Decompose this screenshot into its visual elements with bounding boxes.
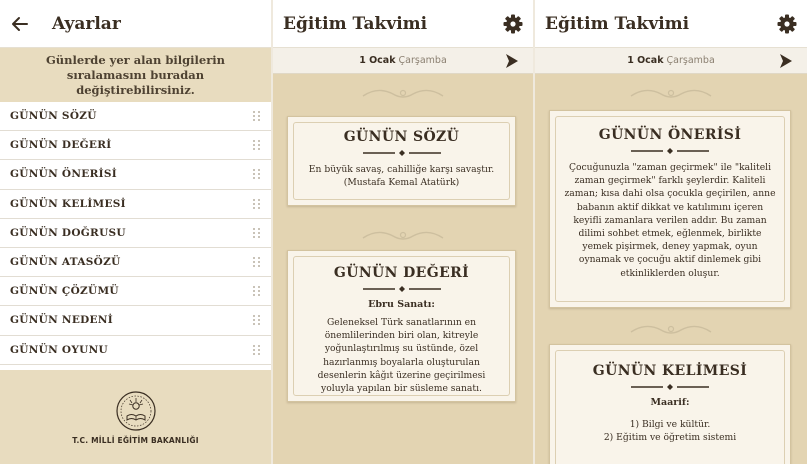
drag-handle-icon[interactable] [252,285,261,297]
card-title: GÜNÜN SÖZÜ [343,129,460,145]
cards-area [535,74,807,464]
date-day: 1 Ocak [359,55,396,66]
card-text: En büyük savaş, cahilliğe karşı savaştır. (Mustafa Kemal Atatürk) [308,164,495,189]
card-subtitle: Ebru Sanatı: [368,299,435,310]
order-item-oyun[interactable] [0,336,271,365]
card-title: GÜNÜN DEĞERİ [333,265,470,281]
order-item-label: GÜNÜN OYUNU [10,343,108,356]
order-item-label: GÜNÜN NEDENİ [10,314,113,327]
calendar-header [273,0,533,48]
next-arrow-icon[interactable] [779,54,793,68]
order-item-label: GÜNÜN ÇÖZÜMÜ [10,285,119,298]
ornament-divider [629,383,711,391]
drag-handle-icon[interactable] [252,110,261,122]
order-item-label: GÜNÜN KELİMESİ [10,197,126,210]
settings-info-text: Günlerde yer alan bilgilerin sıralamasını buradan değiştirebilirsiniz. [0,48,271,102]
date-weekday: Çarşamba [398,55,447,66]
order-item-label: GÜNÜN ATASÖZÜ [10,256,121,269]
order-list [0,102,271,365]
back-arrow-icon[interactable] [10,14,30,34]
card-text: Geleneksel Türk sanatlarının en önemlilerinden biri olan, kitreyle yoğunlaştırılmış su üstünde, özel hazırlanmış boyalarla oluşturulan desenlerin kâğıt üzerine geçirilmesi yoluyla yapılan bir süsleme sanatı. [317,317,486,395]
calendar-panel-left [273,0,533,464]
card-gunun-kelimesi [549,344,791,464]
gear-icon[interactable] [503,14,523,34]
card-gunun-degeri [287,250,516,402]
order-item-label: GÜNÜN SÖZÜ [10,110,97,123]
order-item-oneri[interactable] [0,160,271,189]
drag-handle-icon[interactable] [252,314,261,326]
date-bar [535,48,807,74]
calendar-panel-right [535,0,807,464]
cards-area [273,74,533,464]
order-item-label: GÜNÜN ÖNERİSİ [10,168,117,181]
card-line: 1) Bilgi ve kültür. [629,419,711,430]
calendar-header [535,0,807,48]
ministry-logo [115,390,157,432]
drag-handle-icon[interactable] [252,227,261,239]
calendar-title: Eğitim Takvimi [545,13,690,34]
swirl-ornament [358,226,448,244]
settings-header [0,0,271,48]
card-gunun-onerisi [549,110,791,308]
order-item-label: GÜNÜN DEĞERİ [10,139,112,152]
settings-panel [0,0,271,464]
card-gunun-sozu [287,116,516,206]
order-item-label: GÜNÜN DOĞRUSU [10,226,126,239]
ornament-divider [361,285,443,293]
calendar-title: Eğitim Takvimi [283,13,428,34]
card-title: GÜNÜN KELİMESİ [592,363,748,379]
settings-title: Ayarlar [52,13,121,34]
drag-handle-icon[interactable] [252,139,261,151]
drag-handle-icon[interactable] [252,198,261,210]
order-item-kelime[interactable] [0,190,271,219]
card-title: GÜNÜN ÖNERİSİ [598,127,742,143]
drag-handle-icon[interactable] [252,344,261,356]
swirl-ornament [358,84,448,102]
order-item-deger[interactable] [0,131,271,160]
ministry-name: T.C. MİLLİ EĞİTİM BAKANLIĞI [72,435,199,445]
order-item-neden[interactable] [0,306,271,335]
swirl-ornament [626,320,716,338]
date-bar [273,48,533,74]
order-item-atasozu[interactable] [0,248,271,277]
drag-handle-icon[interactable] [252,168,261,180]
date-day: 1 Ocak [627,55,664,66]
ornament-divider [629,147,711,155]
order-item-soz[interactable] [0,102,271,131]
date-weekday: Çarşamba [666,55,715,66]
card-text: Çocuğunuzla "zaman geçirmek" ile "kaliteli zaman geçirmek" farklı şeylerdir. Kaliteli zaman; kısa dahi olsa çocukla geçirilen, anne babanın aktif dikkat ve katılımını içeren keyifli zamanlara verilen addır. Bu zaman dilimi sohbet etmek, eğlenmek, birlikte yemek pişirmek, deney yapmak, oyun oynamak ve çocuğu aktif dinlemek gibi etkinliklerden oluşur. [564,162,776,279]
next-arrow-icon[interactable] [505,54,519,68]
card-subtitle: Maarif: [650,397,690,408]
card-line: 2) Eğitim ve öğretim sistemi [603,432,737,444]
order-item-dogru[interactable] [0,219,271,248]
ministry-footer [0,370,271,464]
gear-icon[interactable] [777,14,797,34]
swirl-ornament [626,84,716,102]
drag-handle-icon[interactable] [252,256,261,268]
order-item-cozum[interactable] [0,277,271,306]
ornament-divider [361,149,443,157]
